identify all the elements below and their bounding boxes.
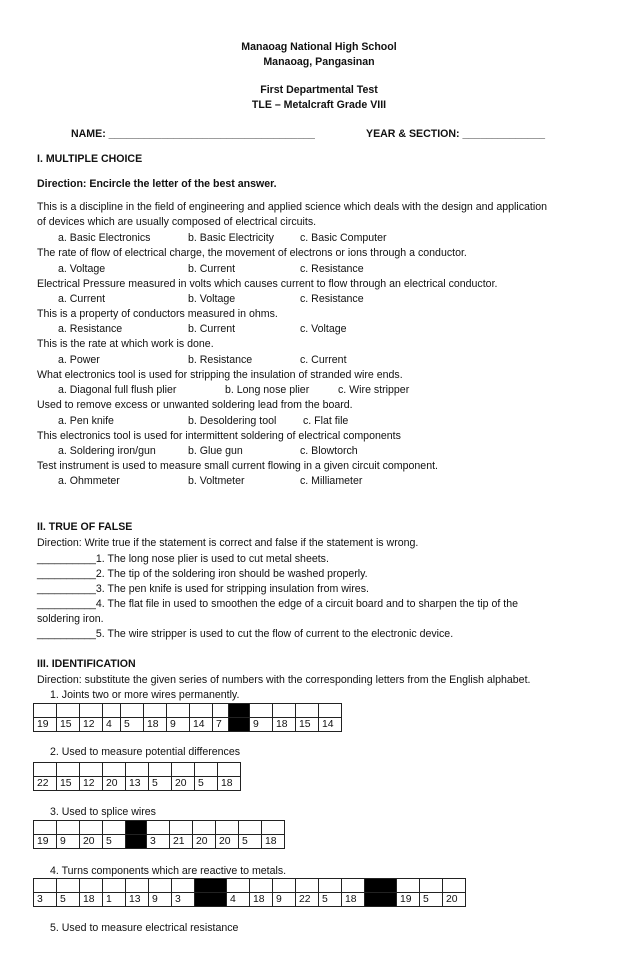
question-6: What electronics tool is used for stripping the insulation of stranded wire ends. (37, 369, 403, 381)
q8-option-a[interactable]: a. Soldering iron/gun (58, 445, 156, 457)
number-cell: 14 (190, 718, 213, 732)
q7-option-a[interactable]: a. Pen knife (58, 415, 114, 427)
number-cell: 20 (443, 893, 466, 907)
tf-item-3[interactable]: __________3. The pen knife is used for stripping insulation from wires. (37, 583, 369, 595)
q4-option-b[interactable]: b. Current (188, 323, 236, 335)
answer-cell (126, 821, 147, 835)
answer-cell[interactable] (342, 879, 365, 893)
number-cell: 5 (195, 777, 218, 791)
number-cell (195, 893, 227, 907)
question-4: This is a property of conductors measured in ohms. (37, 308, 278, 320)
number-cell: 5 (149, 777, 172, 791)
q5-option-b[interactable]: b. Resistance (188, 354, 253, 366)
number-cell: 12 (80, 777, 103, 791)
answer-cell[interactable] (172, 879, 195, 893)
identification-item-4: 4. Turns components which are reactive to metals. (50, 865, 287, 877)
question-7: Used to remove excess or unwanted soldering lead from the board. (37, 399, 353, 411)
answer-cell[interactable] (57, 763, 80, 777)
answer-cell[interactable] (227, 879, 250, 893)
q5-option-a[interactable]: a. Power (58, 354, 100, 366)
subject-title: TLE – Metalcraft Grade VIII (251, 99, 387, 111)
number-cell: 19 (34, 835, 57, 849)
number-cell: 5 (239, 835, 262, 849)
number-cell: 18 (342, 893, 365, 907)
answer-cell[interactable] (57, 821, 80, 835)
answer-cell[interactable] (34, 704, 57, 718)
number-cell: 20 (80, 835, 103, 849)
number-cell: 9 (273, 893, 296, 907)
q2-option-a[interactable]: a. Voltage (58, 263, 106, 275)
number-cell: 18 (250, 893, 273, 907)
question-8: This electronics tool is used for intermittent soldering of electrical components (37, 430, 401, 442)
number-cell: 18 (144, 718, 167, 732)
number-cell: 4 (103, 718, 121, 732)
question-5: This is the rate at which work is done. (37, 338, 214, 350)
number-cell: 18 (273, 718, 296, 732)
number-cell (126, 835, 147, 849)
number-cell: 5 (319, 893, 342, 907)
answer-cell (229, 704, 250, 718)
answer-cell[interactable] (103, 879, 126, 893)
answer-cell[interactable] (193, 821, 216, 835)
q6-option-b[interactable]: b. Long nose plier (225, 384, 310, 396)
number-cell: 5 (103, 835, 126, 849)
answer-cell[interactable] (296, 879, 319, 893)
number-cell: 18 (80, 893, 103, 907)
question-9: Test instrument is used to measure small current flowing in a given circuit component. (37, 460, 438, 472)
number-cell: 4 (227, 893, 250, 907)
question-2: The rate of flow of electrical charge, the movement of electrons or ions through a conductor. (37, 247, 467, 259)
answer-cell[interactable] (80, 879, 103, 893)
answer-cell[interactable] (80, 821, 103, 835)
answer-cell[interactable] (34, 763, 57, 777)
answer-cell[interactable] (443, 879, 466, 893)
number-cell: 5 (121, 718, 144, 732)
answer-cell[interactable] (262, 821, 285, 835)
number-cell: 5 (57, 893, 80, 907)
identification-item-5: 5. Used to measure electrical resistance (50, 922, 239, 934)
q9-option-a[interactable]: a. Ohmmeter (58, 475, 120, 487)
q9-option-c[interactable]: c. Milliameter (300, 475, 363, 487)
identification-item-3: 3. Used to splice wires (50, 806, 156, 818)
test-title: First Departmental Test (260, 84, 378, 96)
number-cell: 13 (126, 777, 149, 791)
q3-option-b[interactable]: b. Voltage (188, 293, 236, 305)
number-cell: 19 (34, 718, 57, 732)
answer-cell[interactable] (216, 821, 239, 835)
tf-item-1[interactable]: __________1. The long nose plier is used to cut metal sheets. (37, 553, 329, 565)
identification-item-2: 2. Used to measure potential differences (50, 746, 241, 758)
answer-cell (195, 879, 227, 893)
answer-cell[interactable] (126, 763, 149, 777)
answer-cell (365, 879, 397, 893)
answer-cell[interactable] (147, 821, 170, 835)
q1-option-c[interactable]: c. Basic Computer (300, 232, 387, 244)
cipher-grid-2 (33, 762, 241, 791)
part3-title: III. IDENTIFICATION (37, 658, 136, 670)
question-1-line-1: This is a discipline in the field of engineering and applied science which deals with the design and application (37, 201, 548, 213)
q1-option-b[interactable]: b. Basic Electricity (188, 232, 274, 244)
answer-cell[interactable] (167, 704, 190, 718)
answer-cell[interactable] (80, 704, 103, 718)
tf-item-2[interactable]: __________2. The tip of the soldering iron should be washed properly. (37, 568, 368, 580)
q5-option-c[interactable]: c. Current (300, 354, 347, 366)
number-cell: 3 (147, 835, 170, 849)
number-cell: 22 (296, 893, 319, 907)
number-cell (365, 893, 397, 907)
q1-option-a[interactable]: a. Basic Electronics (58, 232, 151, 244)
q4-option-a[interactable]: a. Resistance (58, 323, 123, 335)
q6-option-c[interactable]: c. Wire stripper (338, 384, 410, 396)
number-cell: 5 (420, 893, 443, 907)
number-cell: 15 (57, 777, 80, 791)
answer-cell[interactable] (218, 763, 241, 777)
answer-cell[interactable] (296, 704, 319, 718)
answer-cell[interactable] (57, 704, 80, 718)
number-cell: 18 (262, 835, 285, 849)
q7-option-c[interactable]: c. Flat file (303, 415, 349, 427)
number-cell: 20 (172, 777, 195, 791)
number-cell: 20 (216, 835, 239, 849)
answer-cell[interactable] (250, 879, 273, 893)
name-field[interactable]: NAME: ___________________________________ (71, 128, 315, 140)
answer-cell[interactable] (190, 704, 213, 718)
number-cell: 15 (296, 718, 319, 732)
answer-cell[interactable] (170, 821, 193, 835)
answer-cell[interactable] (319, 879, 342, 893)
answer-cell[interactable] (319, 704, 342, 718)
answer-cell[interactable] (172, 763, 195, 777)
school-town: Manaoag, Pangasinan (263, 56, 375, 68)
number-cell: 7 (213, 718, 229, 732)
question-3: Electrical Pressure measured in volts which causes current to flow through an electrical conductor. (37, 278, 498, 290)
number-cell: 20 (103, 777, 126, 791)
cipher-grid-4 (33, 878, 466, 907)
q8-option-c[interactable]: c. Blowtorch (300, 445, 358, 457)
tf-item-5[interactable]: __________5. The wire stripper is used to cut the flow of current to the electronic device. (37, 628, 454, 640)
year-section-field[interactable]: YEAR & SECTION: ______________ (366, 128, 546, 140)
answer-cell[interactable] (34, 821, 57, 835)
answer-cell[interactable] (397, 879, 420, 893)
part1-direction: Direction: Encircle the letter of the best answer. (37, 178, 277, 190)
answer-cell[interactable] (144, 704, 167, 718)
q3-option-c[interactable]: c. Resistance (300, 293, 364, 305)
answer-cell[interactable] (149, 763, 172, 777)
q9-option-b[interactable]: b. Voltmeter (188, 475, 245, 487)
answer-cell[interactable] (103, 821, 126, 835)
identification-item-1: 1. Joints two or more wires permanently. (50, 689, 240, 701)
answer-cell[interactable] (420, 879, 443, 893)
answer-cell[interactable] (57, 879, 80, 893)
cipher-grid-1 (33, 703, 342, 732)
q8-option-b[interactable]: b. Glue gun (188, 445, 243, 457)
tf-item-4-continued: soldering iron. (37, 613, 104, 625)
answer-cell[interactable] (126, 879, 149, 893)
answer-cell[interactable] (250, 704, 273, 718)
answer-cell[interactable] (239, 821, 262, 835)
part3-direction: Direction: substitute the given series of numbers with the corresponding letters from the English alphabet. (37, 674, 531, 686)
number-cell: 9 (149, 893, 172, 907)
answer-cell[interactable] (195, 763, 218, 777)
number-cell: 18 (218, 777, 241, 791)
number-cell: 20 (193, 835, 216, 849)
number-cell: 9 (57, 835, 80, 849)
number-cell: 21 (170, 835, 193, 849)
part2-direction: Direction: Write true if the statement is correct and false if the statement is wrong. (37, 537, 419, 549)
number-cell: 12 (80, 718, 103, 732)
answer-cell[interactable] (213, 704, 229, 718)
number-cell: 15 (57, 718, 80, 732)
number-cell: 3 (34, 893, 57, 907)
tf-item-4[interactable]: __________4. The flat file in used to smoothen the edge of a circuit board and to sharpen the tip of the (37, 598, 518, 610)
number-cell: 9 (250, 718, 273, 732)
part1-title: I. MULTIPLE CHOICE (37, 153, 143, 165)
q4-option-c[interactable]: c. Voltage (300, 323, 347, 335)
number-cell: 9 (167, 718, 190, 732)
answer-cell[interactable] (273, 879, 296, 893)
number-cell: 13 (126, 893, 149, 907)
q7-option-b[interactable]: b. Desoldering tool (188, 415, 277, 427)
number-cell: 22 (34, 777, 57, 791)
answer-cell[interactable] (121, 704, 144, 718)
q2-option-b[interactable]: b. Current (188, 263, 236, 275)
answer-cell[interactable] (80, 763, 103, 777)
answer-cell[interactable] (103, 704, 121, 718)
number-cell: 3 (172, 893, 195, 907)
number-cell: 14 (319, 718, 342, 732)
q2-option-c[interactable]: c. Resistance (300, 263, 364, 275)
question-1-line-2: of devices which are usually composed of electrical circuits. (37, 216, 317, 228)
answer-cell[interactable] (34, 879, 57, 893)
answer-cell[interactable] (149, 879, 172, 893)
number-cell: 19 (397, 893, 420, 907)
school-name: Manaoag National High School (241, 41, 397, 53)
cipher-grid-3 (33, 820, 285, 849)
number-cell: 1 (103, 893, 126, 907)
number-cell (229, 718, 250, 732)
q6-option-a[interactable]: a. Diagonal full flush plier (58, 384, 177, 396)
answer-cell[interactable] (273, 704, 296, 718)
answer-cell[interactable] (103, 763, 126, 777)
part2-title: II. TRUE OF FALSE (37, 521, 133, 533)
q3-option-a[interactable]: a. Current (58, 293, 106, 305)
